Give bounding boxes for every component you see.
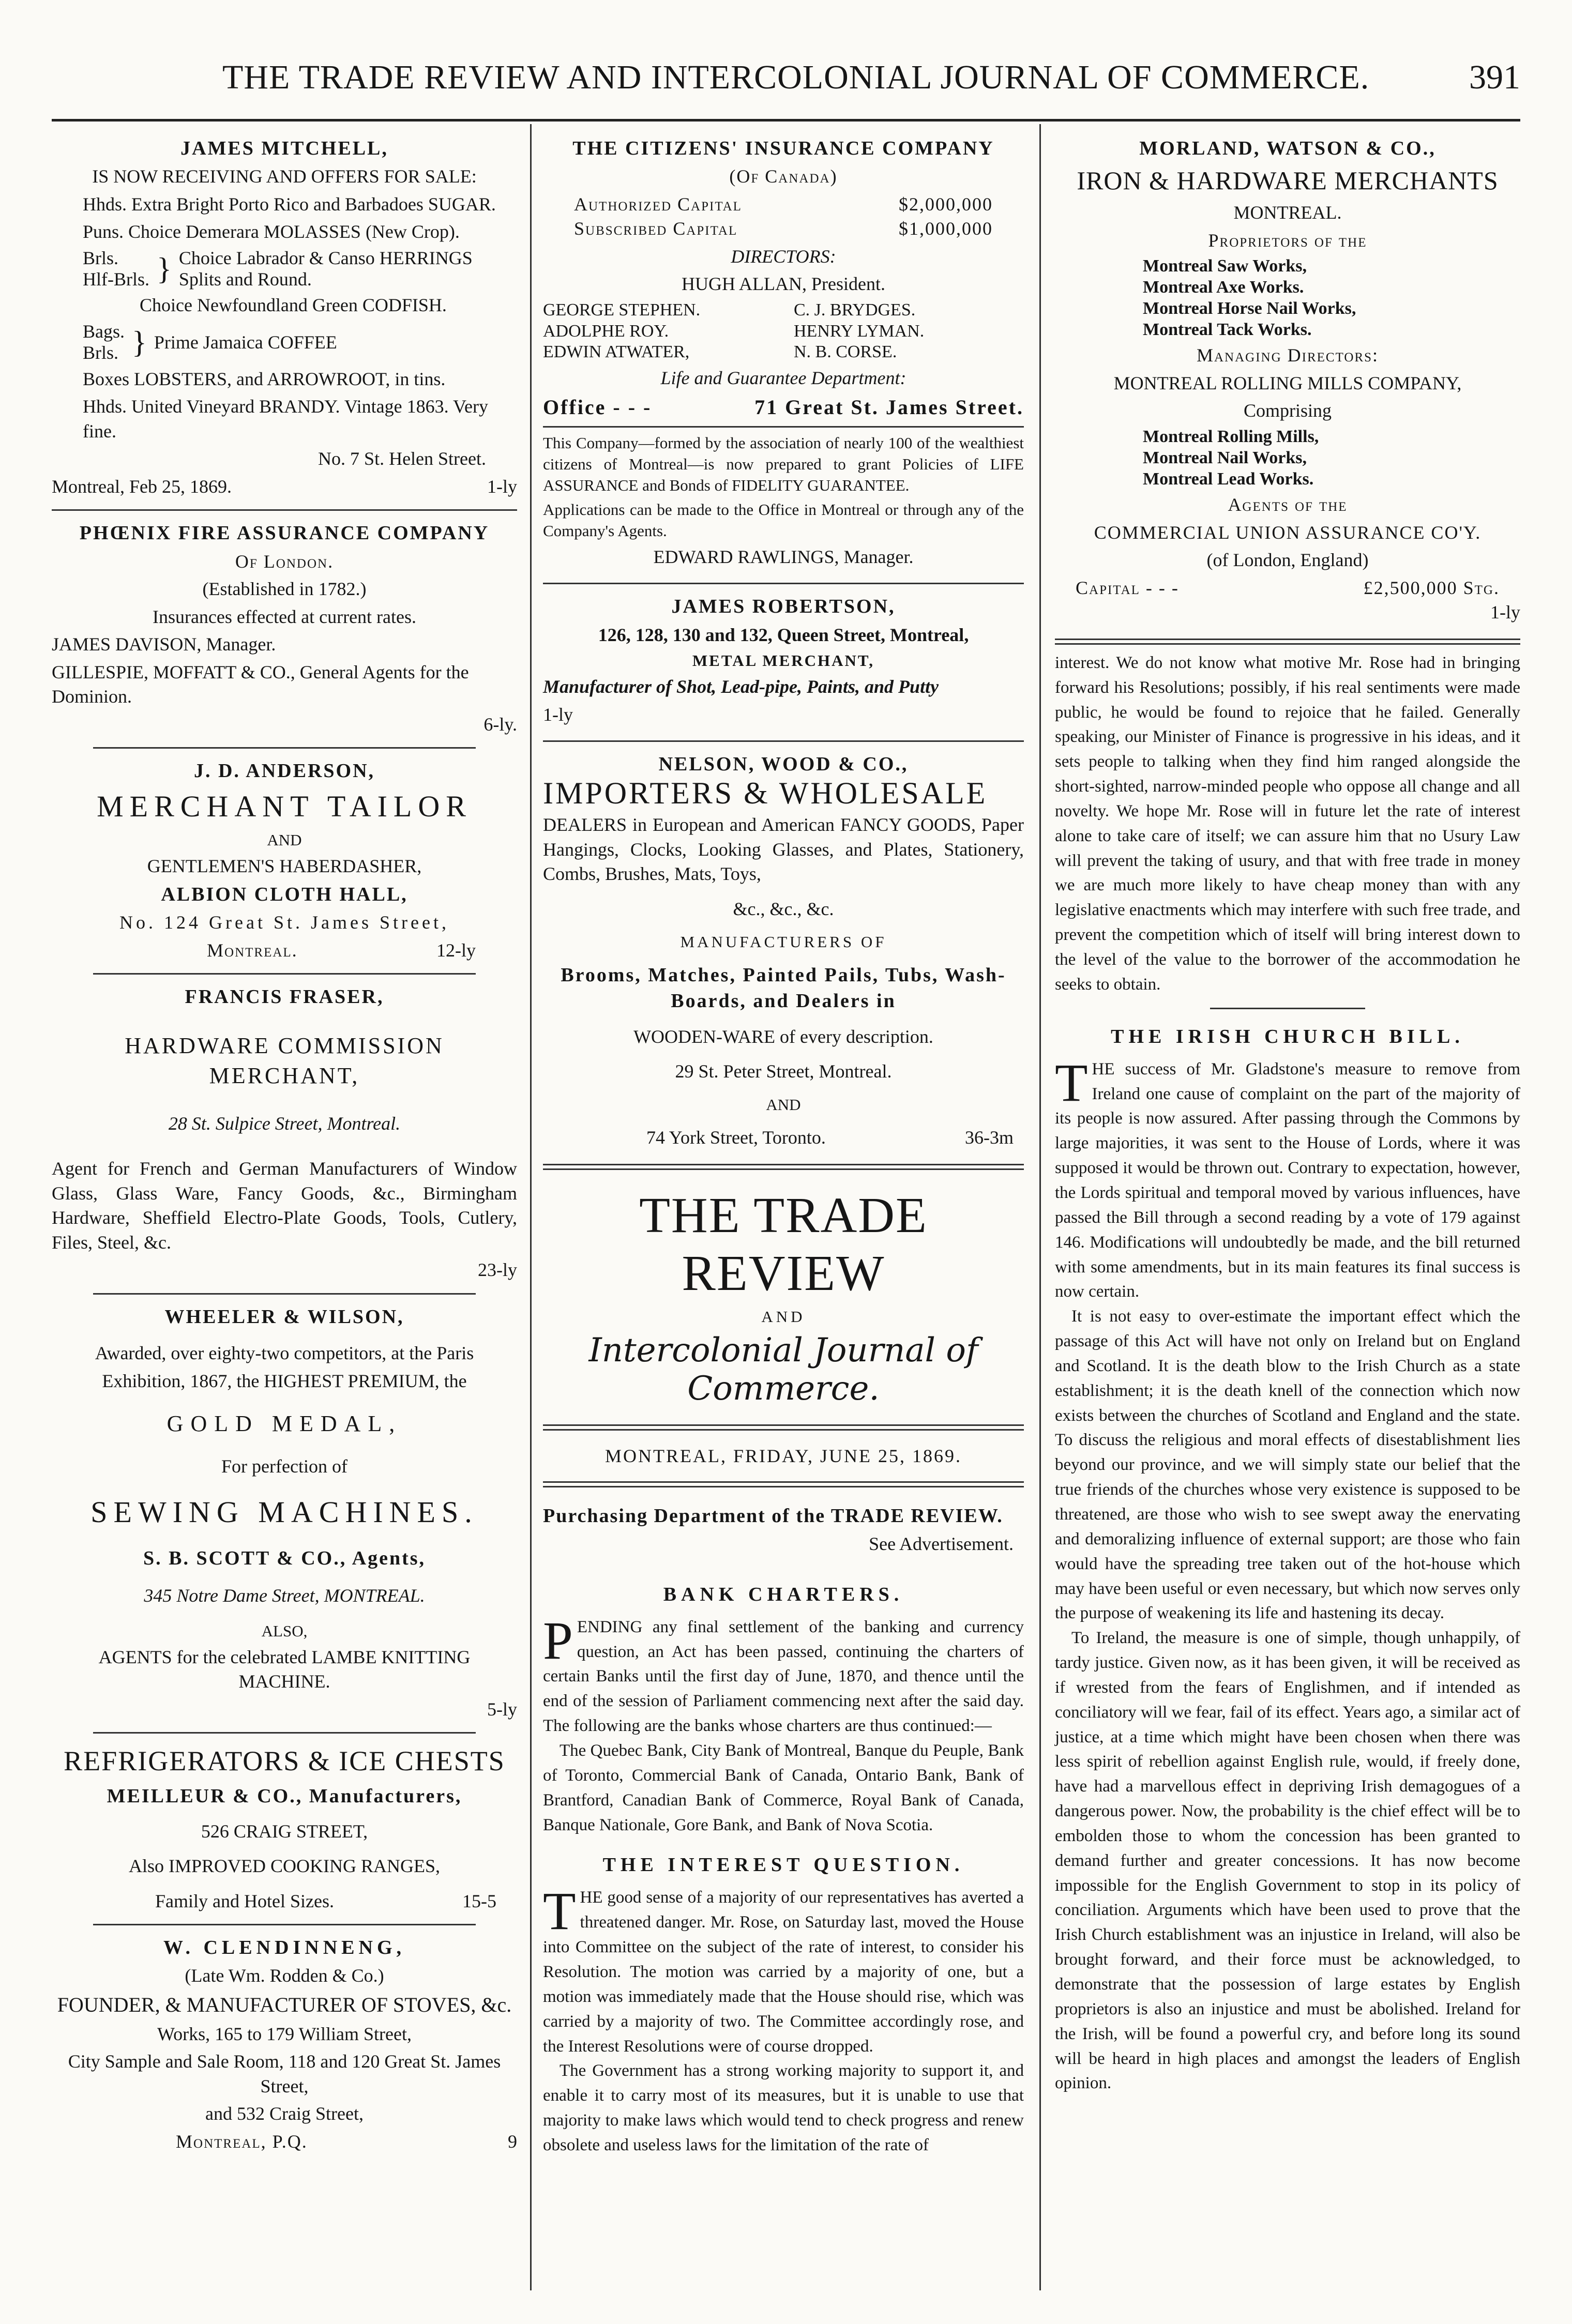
ad-clendinneng: [52, 1928, 517, 2161]
ad-text: Manufacturer of Shot, Lead-pipe, Paints, and Putty: [543, 676, 939, 697]
ad-wheeler-wilson: [52, 1298, 517, 1729]
ad-text: GILLESPIE, MOFFATT & CO., General Agents for the Dominion.: [52, 661, 469, 707]
works-item: Montreal Tack Works.: [1143, 320, 1312, 339]
ad-text: (of London, England): [1206, 550, 1369, 571]
ad-text: JAMES DAVISON, Manager.: [52, 634, 276, 655]
ad-title: WHEELER & WILSON,: [164, 1305, 404, 1328]
ad-code: 15-5: [462, 1890, 496, 1911]
ad-title: PHŒNIX FIRE ASSURANCE COMPANY: [79, 522, 490, 544]
ad-text: HUGH ALLAN, President.: [682, 274, 885, 295]
director: N. B. CORSE.: [794, 342, 897, 362]
ad-text: Managing Directors:: [1196, 345, 1379, 366]
ad-text: EDWARD RAWLINGS, Manager.: [653, 546, 914, 567]
ad-code: 1-ly: [487, 476, 517, 497]
ad-phoenix-fire: [52, 514, 517, 744]
ad-text: DEALERS in European and American FANCY GOODS, Paper Hangings, Clocks, Looking Glasses, and Plates, Stationery, Combs, Brushes, Mats, Toys,: [543, 814, 1024, 885]
ad-anderson: [52, 752, 517, 970]
ad-text: Agents of the: [1228, 494, 1348, 515]
works-item: Montreal Saw Works,: [1143, 256, 1307, 276]
director: ADOLPHE ROY.: [543, 321, 669, 341]
works-item: Montreal Lead Works.: [1143, 469, 1314, 489]
ad-item: Brls.: [83, 247, 119, 268]
masthead-subtitle: Intercolonial Journal of Commerce.: [588, 1331, 978, 1408]
ad-title: NELSON, WOOD & CO.,: [658, 753, 909, 776]
ad-text: ALBION CLOTH HALL,: [161, 884, 408, 906]
ad-item: Prime Jamaica COFFEE: [154, 331, 337, 353]
ad-text: Insurances effected at current rates.: [152, 606, 417, 627]
ad-address: and 532 Craig Street,: [205, 2103, 364, 2124]
capital-value: $1,000,000: [899, 218, 993, 239]
ad-text: IS NOW RECEIVING AND OFFERS FOR SALE:: [92, 166, 477, 187]
divider: [93, 1924, 476, 1925]
article-paragraph: HE good sense of a majority of our representatives has averted a threatened danger. Mr. Rose, on Saturday last, moved the House into Committee on the subject of the rate of interest, to consider his Resolution. The motion was carried by a majority of one, but a motion was immediately made that the House should rise, which was carried by a majority of two. The Committee accordingly rose, and the Interest Resolutions were of course dropped.: [543, 1888, 1024, 2056]
ad-text: (Of Canada): [729, 166, 838, 187]
notice-text: See Advertisement.: [869, 1533, 1014, 1555]
ad-title: REFRIGERATORS & ICE CHESTS: [64, 1745, 505, 1777]
ad-text: MONTREAL ROLLING MILLS COMPANY,: [1113, 372, 1462, 393]
ad-city: Montreal.: [207, 939, 298, 961]
ad-trade: SEWING MACHINES.: [90, 1495, 478, 1529]
works-item: Montreal Nail Works,: [1143, 448, 1307, 467]
divider: [543, 740, 1024, 742]
ad-code: 5-ly: [487, 1698, 517, 1720]
ad-text: FOUNDER, & MANUFACTURER OF STOVES, &c.: [57, 1993, 512, 2016]
ad-item: Puns. Choice Demerara MOLASSES (New Crop).: [83, 221, 460, 242]
director: HENRY LYMAN.: [794, 321, 925, 341]
article-paragraph: It is not easy to over-estimate the important effect which the passage of this Act will have not only on Ireland but on England and Scotland. It is the death blow to the Irish Church as a state establishment; it is the death knell of the connection which now exists between the churches of Scotland and England and the state. To discuss the religious and moral effects of disestablishment lies beyond our province, and we will simply state our belief that the true friends of the churches whose very existence is supposed to be threatened, are those who wish to see swept away the enervating and demoralizing influence of external support; are those who fain would have the spreading tree taken out of the hot-house which may have been useful or even necessary, but which now serves only the purpose of weakening its life and hastening its decay.: [1055, 1307, 1520, 1623]
divider: [543, 583, 1024, 584]
drop-cap: P: [543, 1611, 573, 1670]
ad-text: DIRECTORS:: [731, 246, 836, 267]
journal-title: THE TRADE REVIEW AND INTERCOLONIAL JOURNAL OF COMMERCE.: [222, 58, 1370, 96]
ad-code: 6-ly.: [483, 713, 517, 735]
ad-text: COMMERCIAL UNION ASSURANCE CO'Y.: [1094, 522, 1482, 543]
ad-text: AND: [267, 830, 302, 849]
ad-title: J. D. ANDERSON,: [193, 760, 375, 782]
ad-text: Also IMPROVED COOKING RANGES,: [128, 1856, 441, 1877]
ad-citizens-insurance: [543, 129, 1024, 580]
ad-item: Choice Newfoundland Green CODFISH.: [140, 295, 447, 316]
ad-text: Brooms, Matches, Painted Pails, Tubs, Wash-Boards, and Dealers in: [561, 964, 1006, 1012]
drop-cap: T: [543, 1881, 576, 1941]
capital-label: Subscribed Capital: [574, 218, 738, 239]
article-paragraph: HE success of Mr. Gladstone's measure to remove from Ireland one cause of complaint on the part of the majority of its people is now assured. After passing through the Commons by large majorities, it was sent to the House of Lords, where it was supposed it would be thrown out. Contrary to expectation, however, the Lords spiritual and temporal moved by various influences, have passed the Bill through a second reading by a vote of 179 against 146. Modifications will undoubtedly be made, and the bill returned with some amendments, but in its main features its final success is now certain.: [1055, 1059, 1520, 1301]
ad-text: GENTLEMEN'S HABERDASHER,: [147, 855, 422, 876]
column-1: [52, 129, 517, 2161]
ad-morland-watson: [1055, 129, 1520, 632]
ad-text: AGENTS for the celebrated LAMBE KNITTING MACHINE.: [98, 1646, 471, 1692]
article-paragraph: interest. We do not know what motive Mr. Rose had in bringing forward his Resolutions; possibly, if his real sentiments were made public, he would be found to rejoice that he failed. Generally speaking, our Minister of Finance is progressive in his ideas, and it sets people to talking when they find him ranged alongside the short-sighted, narrow-minded people who oppose all change and all novelty. We hope Mr. Rose will in future let the rate of interest alone to take care of itself; we can assure him that no Usury Law will prevent the taking of usury, and that with free trade in money we are much more likely to have cheap money than with any legislative enactments which may interfere with such free trade, and prevent the competition which of itself will bring interest down to the level of the value to the borrower of the accommodation he seeks to obtain.: [1055, 653, 1520, 994]
ad-text: Awarded, over eighty-two competitors, at the Paris: [95, 1343, 474, 1363]
column-3: [1055, 129, 1520, 2096]
ad-code: 12-ly: [436, 939, 476, 961]
ad-title: FRANCIS FRASER,: [185, 986, 384, 1008]
works-item: Montreal Rolling Mills,: [1143, 427, 1319, 446]
ad-text: Exhibition, 1867, the HIGHEST PREMIUM, the: [102, 1370, 467, 1391]
divider: [1210, 1008, 1365, 1009]
ad-address: 28 St. Sulpice Street, Montreal.: [168, 1113, 401, 1134]
director: GEORGE STEPHEN.: [543, 300, 701, 320]
ad-address: 526 CRAIG STREET,: [201, 1820, 368, 1842]
capital-label: Authorized Capital: [574, 193, 742, 215]
brace-glyph: }: [157, 252, 172, 286]
article-title: THE IRISH CHURCH BILL.: [1111, 1025, 1464, 1047]
works-item: Montreal Horse Nail Works,: [1143, 298, 1356, 318]
running-head: [52, 58, 1520, 110]
header-rule: [52, 119, 1520, 121]
ad-text: This Company—formed by the association of nearly 100 of the wealthiest citizens of Montreal—is now prepared to grant Policies of LIFE ASSURANCE and Bonds of FIDELITY GUARANTEE.: [543, 434, 1024, 495]
article-paragraph: ENDING any final settlement of the banking and currency question, an Act has been passed, continuing the charters of certain Banks until the first day of June, 1870, and thence until the end of the session of Parliament commencing next after the said day. The following are the banks whose charters are thus continued:—: [543, 1617, 1024, 1736]
divider: [93, 1293, 476, 1295]
ad-text: Agent for French and German Manufacturers of Window Glass, Glass Ware, Fancy Goods, &c., Birmingham Hardware, Sheffield Electro-Plate Goods, Tools, Cutlery, Files, Steel, &c.: [52, 1158, 517, 1253]
divider: [93, 747, 476, 749]
article-irish-church: [1055, 1023, 1520, 2097]
ad-code: 36-3m: [965, 1127, 1014, 1148]
masthead-rule: [543, 1164, 1024, 1170]
ad-item: Brls.: [83, 342, 119, 363]
ad-city: Montreal, P.Q.: [176, 2131, 308, 2152]
capital-value: £2,500,000 Stg.: [1363, 577, 1500, 598]
column-2: [543, 129, 1024, 2158]
ad-refrigerators: [52, 1737, 517, 1921]
ad-text: Of London.: [235, 551, 334, 572]
ad-city: MONTREAL.: [1233, 202, 1342, 223]
ad-title: THE CITIZENS' INSURANCE COMPANY: [572, 138, 994, 159]
ad-address: 126, 128, 130 and 132, Queen Street, Montreal,: [598, 624, 969, 645]
ad-code: 1-ly: [543, 704, 573, 725]
ad-text: For perfection of: [221, 1456, 347, 1477]
ad-text: S. B. SCOTT & CO., Agents,: [143, 1547, 426, 1570]
capital-value: $2,000,000: [899, 193, 993, 215]
ad-title: W. CLENDINNENG,: [163, 1937, 406, 1959]
masthead-and: AND: [761, 1307, 806, 1326]
divider: [93, 973, 476, 975]
notice-purchasing: [543, 1494, 1024, 1567]
ad-nelson-wood: [543, 745, 1024, 1158]
ad-trade: HARDWARE COMMISSION MERCHANT,: [125, 1032, 444, 1088]
ad-address: 345 Notre Dame Street, MONTREAL.: [144, 1585, 425, 1606]
article-interest-question: [543, 1851, 1024, 2158]
masthead: [543, 1176, 1024, 1418]
ad-address: No. 124 Great St. James Street,: [119, 912, 449, 933]
article-bank-charters: [543, 1581, 1024, 1838]
notice-text: Purchasing Department of the TRADE REVIEW.: [543, 1505, 1003, 1527]
drop-cap: T: [1055, 1053, 1088, 1113]
ad-text: ALSO,: [261, 1621, 308, 1640]
divider: [52, 509, 517, 511]
ad-text: AND: [766, 1095, 801, 1114]
ad-item-brace: [52, 248, 517, 291]
brace-glyph: }: [132, 325, 147, 360]
ad-address: 29 St. Peter Street, Montreal.: [675, 1061, 892, 1082]
capital-label: Capital - - -: [1076, 577, 1179, 598]
office-label: Office - - -: [543, 395, 652, 419]
ad-text: (Established in 1782.): [202, 579, 367, 600]
ad-title: MORLAND, WATSON & CO.,: [1139, 138, 1436, 159]
dateline: MONTREAL, FRIDAY, JUNE 25, 1869.: [604, 1445, 962, 1466]
article-paragraph: The Quebec Bank, City Bank of Montreal, Banque du Peuple, Bank of Toronto, Commercial Bank of Canada, Ontario Bank, Bank of Brantford, Canadian Bank of Commerce, Royal Bank of Canada, Banque Nationale, Gore Bank, and Bank of Nova Scotia.: [543, 1741, 1024, 1834]
ad-address: Works, 165 to 179 William Street,: [157, 2023, 412, 2044]
ad-item-brace: [52, 321, 517, 364]
article-paragraph: The Government has a strong working majority to support it, and enable it to carry most of its measures, but it is unable to use that majority to make laws which would tend to check progress and renew obsolete and useless laws for the limitation of the rate of: [543, 2061, 1024, 2154]
ad-text: Life and Guarantee Department:: [660, 368, 906, 389]
article-title: BANK CHARTERS.: [663, 1583, 904, 1605]
ad-james-mitchell: [52, 129, 517, 506]
ad-james-robertson: [543, 587, 1024, 737]
director: C. J. BRYDGES.: [794, 300, 916, 320]
ad-trade: IRON & HARDWARE MERCHANTS: [1077, 166, 1499, 195]
ad-text: &c., &c., &c.: [733, 898, 834, 919]
works-item: Montreal Axe Works.: [1143, 277, 1304, 297]
ad-address: City Sample and Sale Room, 118 and 120 Great St. James Street,: [68, 2051, 501, 2097]
ad-code: 1-ly: [1490, 602, 1520, 623]
ad-text: Family and Hotel Sizes.: [155, 1890, 334, 1911]
divider: [93, 1732, 476, 1734]
column-rule-2: [1039, 124, 1041, 2290]
ad-trade: IMPORTERS & WHOLESALE: [543, 776, 988, 811]
ad-item: Splits and Round.: [178, 269, 312, 290]
masthead-title: THE TRADE REVIEW: [639, 1187, 928, 1301]
ad-code: 23-ly: [478, 1259, 517, 1281]
article-title: THE INTEREST QUESTION.: [602, 1854, 964, 1876]
ad-text: Proprietors of the: [1208, 230, 1367, 251]
dateline-rule: [543, 1481, 1024, 1487]
ad-title: JAMES MITCHELL,: [180, 138, 388, 159]
ad-text: MANUFACTURERS OF: [680, 933, 887, 951]
ad-item: Hhds. Extra Bright Porto Rico and Barbadoes SUGAR.: [83, 193, 496, 215]
column-rule-1: [530, 124, 532, 2290]
article-interest-continued: [1055, 651, 1520, 997]
ad-text: GOLD MEDAL,: [167, 1411, 402, 1437]
ad-address: No. 7 St. Helen Street.: [318, 448, 486, 469]
ad-text: Comprising: [1243, 400, 1332, 421]
ad-item: Bags.: [83, 321, 125, 342]
office-address: 71 Great St. James Street.: [754, 395, 1024, 419]
article-paragraph: To Ireland, the measure is one of simple, though unhappily, of tardy justice. Given now, as it has been given, it will be received as if wrested from the fears of Englishmen, and if intended as conciliatory will we fear, fail of its effect. Years ago, a similar act of justice, at a time which might have been chosen when there was less spirit of rebellion against English rule, would, if freely done, have had a marvellous effect in depriving Irish demagogues of a dangerous power. Now, the probability is the chief effect will be to embolden those to whom the concession has been granted to demand further and greater concessions. It has now become impossible for the English Government to stop in its policy of conciliation. Arguments which have been used to prove that the Irish Church establishment was an injustice in Ireland, will also be brought forward, and their force must be acknowledged, to demonstrate that the possession of large estates by English proprietors is also an injustice and must be abolished. Ireland for the Irish, will be found a powerful cry, and before long its sound will be heard in high places and amongst the leaders of English opinion.: [1055, 1629, 1520, 2093]
masthead-rule: [543, 1424, 1024, 1431]
ad-text: MEILLEUR & CO., Manufacturers,: [107, 1785, 462, 1807]
ad-address: 74 York Street, Toronto.: [646, 1127, 826, 1148]
ad-trade: MERCHANT TAILOR: [97, 789, 472, 824]
ad-text: METAL MERCHANT,: [692, 651, 875, 670]
ad-text: Applications can be made to the Office in Montreal or through any of the Company's Agents.: [543, 500, 1024, 540]
ad-item: Boxes LOBSTERS, and ARROWROOT, in tins.: [83, 368, 446, 389]
directors-list: [543, 300, 1024, 363]
ad-item: Hlf-Brls.: [83, 269, 149, 290]
ad-text: WOODEN-WARE of every description.: [633, 1026, 933, 1047]
ad-item: Hhds. United Vineyard BRANDY. Vintage 1863. Very fine.: [83, 396, 488, 442]
divider: [1055, 639, 1520, 645]
ad-francis-fraser: [52, 978, 517, 1289]
ad-item: Choice Labrador & Canso HERRINGS: [178, 247, 473, 268]
ad-date: Montreal, Feb 25, 1869.: [52, 476, 232, 497]
ad-title: JAMES ROBERTSON,: [671, 596, 896, 618]
page-number: 391: [1469, 58, 1520, 96]
ad-text: (Late Wm. Rodden & Co.): [185, 1965, 384, 1986]
ad-code: 9: [508, 2131, 517, 2152]
director: EDWIN ATWATER,: [543, 342, 690, 362]
